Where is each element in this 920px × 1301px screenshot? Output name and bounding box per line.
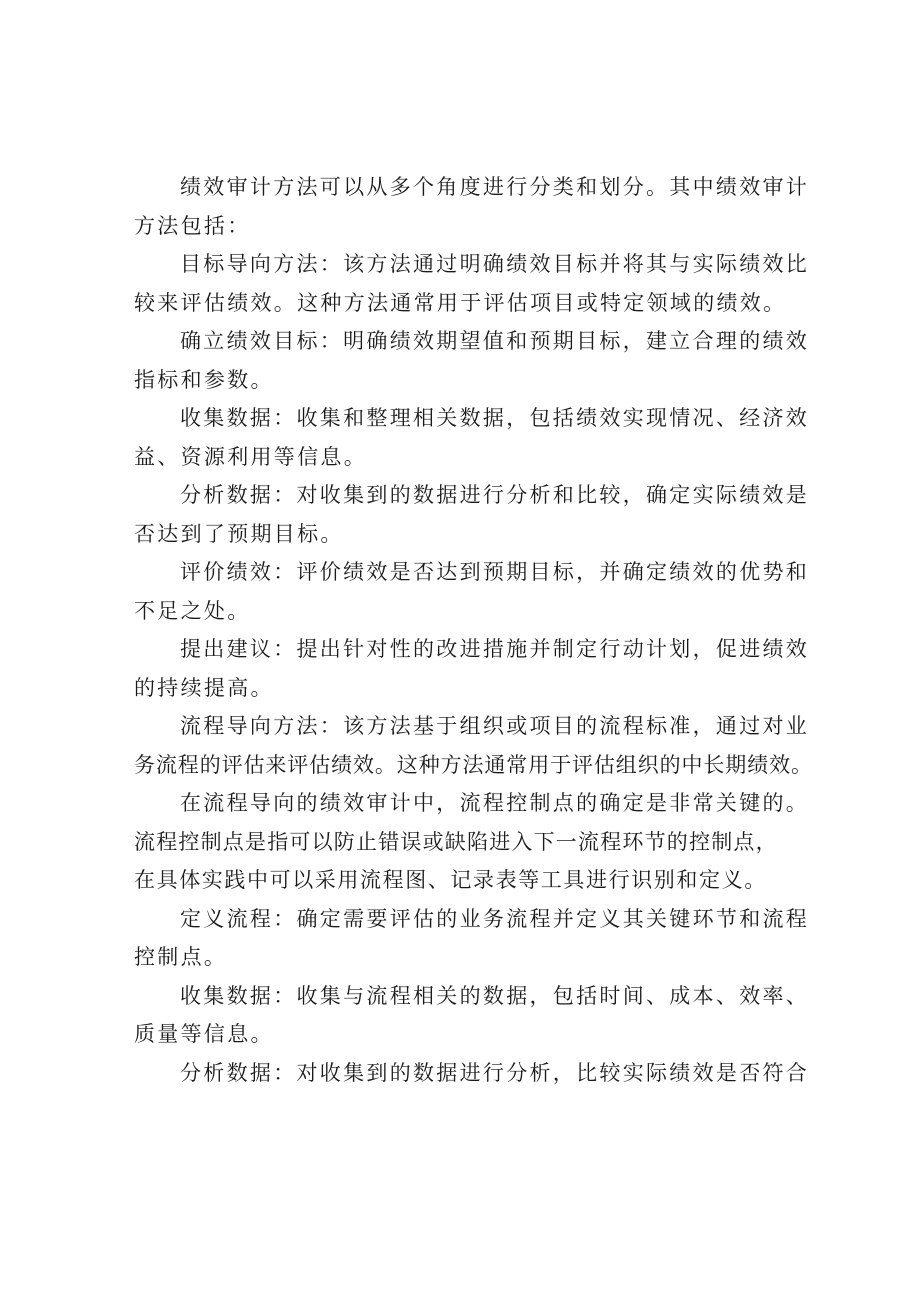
text-line: 收集数据：收集和整理相关数据，包括绩效实现情况、经济效 — [180, 406, 810, 430]
text-line: 较来评估绩效。这种方法通常用于评估项目或特定领域的绩效。 — [134, 290, 787, 315]
text-line: 的持续提高。 — [134, 675, 274, 700]
text-line: 务流程的评估来评估绩效。这种方法通常用于评估组织的中长期绩效。 — [134, 752, 813, 777]
text-line: 绩效审计方法可以从多个角度进行分类和划分。其中绩效审计 — [180, 175, 810, 199]
text-line: 收集数据：收集与流程相关的数据，包括时间、成本、效率、 — [180, 983, 810, 1008]
text-line: 定义流程：确定需要评估的业务流程并定义其关键环节和流程 — [180, 906, 810, 931]
text-line: 分析数据：对收集到的数据进行分析和比较，确定实际绩效是 — [180, 483, 810, 507]
text-line: 在具体实践中可以采用流程图、记录表等工具进行识别和定义。 — [134, 868, 767, 892]
text-line: 流程控制点是指可以防止错误或缺陷进入下一流程环节的控制点， — [134, 829, 778, 854]
text-line: 评价绩效：评价绩效是否达到预期目标，并确定绩效的优势和 — [180, 560, 810, 584]
text-line: 方法包括： — [134, 213, 251, 238]
text-line: 提出建议：提出针对性的改进措施并制定行动计划，促进绩效 — [180, 637, 810, 661]
text-line: 流程导向方法：该方法基于组织或项目的流程标准，通过对业 — [180, 714, 810, 738]
text-line: 分析数据：对收集到的数据进行分析，比较实际绩效是否符合 — [180, 1060, 810, 1085]
text-line: 指标和参数。 — [134, 367, 274, 392]
text-line: 在流程导向的绩效审计中，流程控制点的确定是非常关键的。 — [180, 791, 810, 815]
text-line: 否达到了预期目标。 — [134, 521, 344, 546]
text-line: 确立绩效目标：明确绩效期望值和预期目标，建立合理的绩效 — [180, 329, 810, 353]
text-line: 控制点。 — [134, 945, 228, 969]
text-line: 不足之处。 — [134, 598, 251, 623]
document-body — [134, 168, 813, 1092]
text-line: 目标导向方法：该方法通过明确绩效目标并将其与实际绩效比 — [180, 252, 810, 276]
text-line: 益、资源利用等信息。 — [134, 444, 367, 469]
text-line: 质量等信息。 — [134, 1022, 274, 1046]
